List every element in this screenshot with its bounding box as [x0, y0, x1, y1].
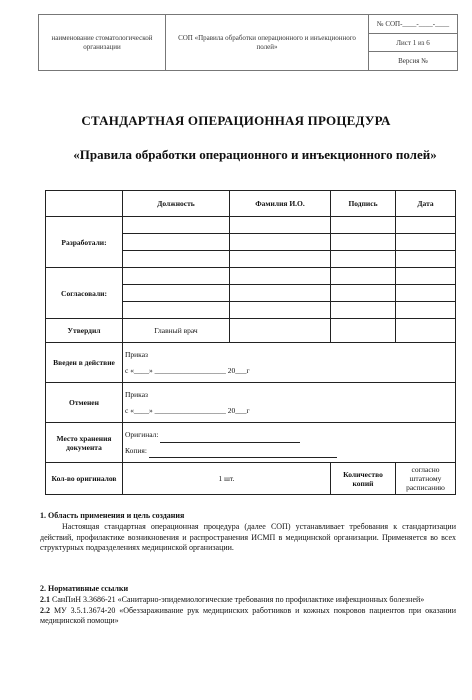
- agreed-signature-2[interactable]: [331, 285, 396, 302]
- agreed-date-2[interactable]: [396, 285, 456, 302]
- empty-cell: [46, 191, 123, 217]
- col-date: Дата: [396, 191, 456, 217]
- col-position: Должность: [123, 191, 230, 217]
- approved-date[interactable]: [396, 319, 456, 343]
- developed-name-1[interactable]: [230, 217, 331, 234]
- agreed-label: Согласовали:: [46, 268, 123, 319]
- agreed-position-3[interactable]: [123, 302, 230, 319]
- agreed-name-3[interactable]: [230, 302, 331, 319]
- section-1-text: Настоящая стандартная операционная процедура (далее СОП) устанавливает требования к стандартизации действий, профилактике возникновения и распространения ИСМП в медицинской организации. Применяется во всех структурных подразделениях медицинской организации.: [40, 521, 456, 553]
- developed-name-2[interactable]: [230, 234, 331, 251]
- introduced-order-line: с «____» ___________________ 20___г: [125, 365, 250, 375]
- copy-label: Копия:: [125, 445, 147, 455]
- introduced-order-label: Приказ: [125, 349, 149, 359]
- version: Версия №: [398, 57, 428, 66]
- approved-label: Утвердил: [46, 319, 123, 343]
- page-title: СТАНДАРТНАЯ ОПЕРАЦИОННАЯ ПРОЦЕДУРА: [81, 113, 391, 128]
- developed-signature-3[interactable]: [331, 251, 396, 268]
- reference-1-text: СанПиН 3.3686-21 «Санитарно-эпидемиологические требования по профилактике инфекционных болезней»: [52, 594, 425, 604]
- copies-count: согласно штатному расписанию: [396, 463, 456, 495]
- agreed-position-2[interactable]: [123, 285, 230, 302]
- cancelled-order-label: Приказ: [125, 389, 149, 399]
- col-signature: Подпись: [331, 191, 396, 217]
- reference-1: [40, 595, 456, 606]
- cancelled-label: Отменен: [46, 383, 123, 423]
- developed-position-3[interactable]: [123, 251, 230, 268]
- header-doc-title: СОП «Правила обработки операционного и инъекционного полей»: [166, 15, 369, 70]
- agreed-name-1[interactable]: [230, 268, 331, 285]
- table-header-row: [46, 191, 456, 217]
- approved-name[interactable]: [230, 319, 331, 343]
- developed-name-3[interactable]: [230, 251, 331, 268]
- page-subtitle: «Правила обработки операционного и инъекционного полей»: [73, 147, 437, 162]
- section-2-heading: 2. Нормативные ссылки: [40, 584, 129, 593]
- section-2: [40, 584, 456, 627]
- copies-count-label: Количество копий: [331, 463, 396, 495]
- org-name: наименование стоматологической организации: [39, 15, 166, 70]
- reference-1-number: 2.1: [40, 594, 50, 604]
- introduced-label: Введен в действие: [46, 343, 123, 383]
- section-1: [40, 511, 456, 554]
- document-header: [38, 14, 458, 71]
- agreed-signature-3[interactable]: [331, 302, 396, 319]
- original-label: Оригинал:: [125, 429, 159, 439]
- cancelled-order[interactable]: [123, 383, 456, 423]
- introduced-order[interactable]: [123, 343, 456, 383]
- developed-signature-1[interactable]: [331, 217, 396, 234]
- originals-count-label: Кол-во оригиналов: [46, 463, 123, 495]
- agreed-date-1[interactable]: [396, 268, 456, 285]
- sheet-number: Лист 1 из 6: [369, 34, 457, 53]
- agreed-date-3[interactable]: [396, 302, 456, 319]
- agreed-name-2[interactable]: [230, 285, 331, 302]
- developed-position-2[interactable]: [123, 234, 230, 251]
- reference-2-text: МУ 3.5.1.3674-20 «Обеззараживание рук медицинских работников и кожных покровов пациентов при оказании медицинской помощи»: [40, 605, 456, 626]
- agreed-position-1[interactable]: [123, 268, 230, 285]
- storage-cell[interactable]: [123, 423, 456, 463]
- developed-date-1[interactable]: [396, 217, 456, 234]
- developed-signature-2[interactable]: [331, 234, 396, 251]
- doc-number: № СОП-____-____-____: [369, 15, 457, 34]
- reference-2: [40, 606, 456, 628]
- storage-label: Место хранения документа: [46, 423, 123, 463]
- approved-signature[interactable]: [331, 319, 396, 343]
- section-1-heading: 1. Область применения и цель создания: [40, 511, 185, 520]
- copy-line: [149, 449, 337, 458]
- developed-date-3[interactable]: [396, 251, 456, 268]
- originals-count: 1 шт.: [123, 463, 331, 495]
- cancelled-order-line: с «____» ___________________ 20___г: [125, 405, 250, 415]
- approved-position: Главный врач: [123, 319, 230, 343]
- agreed-signature-1[interactable]: [331, 268, 396, 285]
- approval-table: [45, 190, 456, 495]
- storage-copy: [125, 443, 453, 459]
- developed-position-1[interactable]: [123, 217, 230, 234]
- header-meta: [369, 15, 457, 70]
- col-name: Фамилия И.О.: [230, 191, 331, 217]
- storage-original: [125, 427, 453, 443]
- original-line: [160, 434, 300, 443]
- reference-2-number: 2.2: [40, 605, 50, 615]
- developed-label: Разработали:: [46, 217, 123, 268]
- developed-date-2[interactable]: [396, 234, 456, 251]
